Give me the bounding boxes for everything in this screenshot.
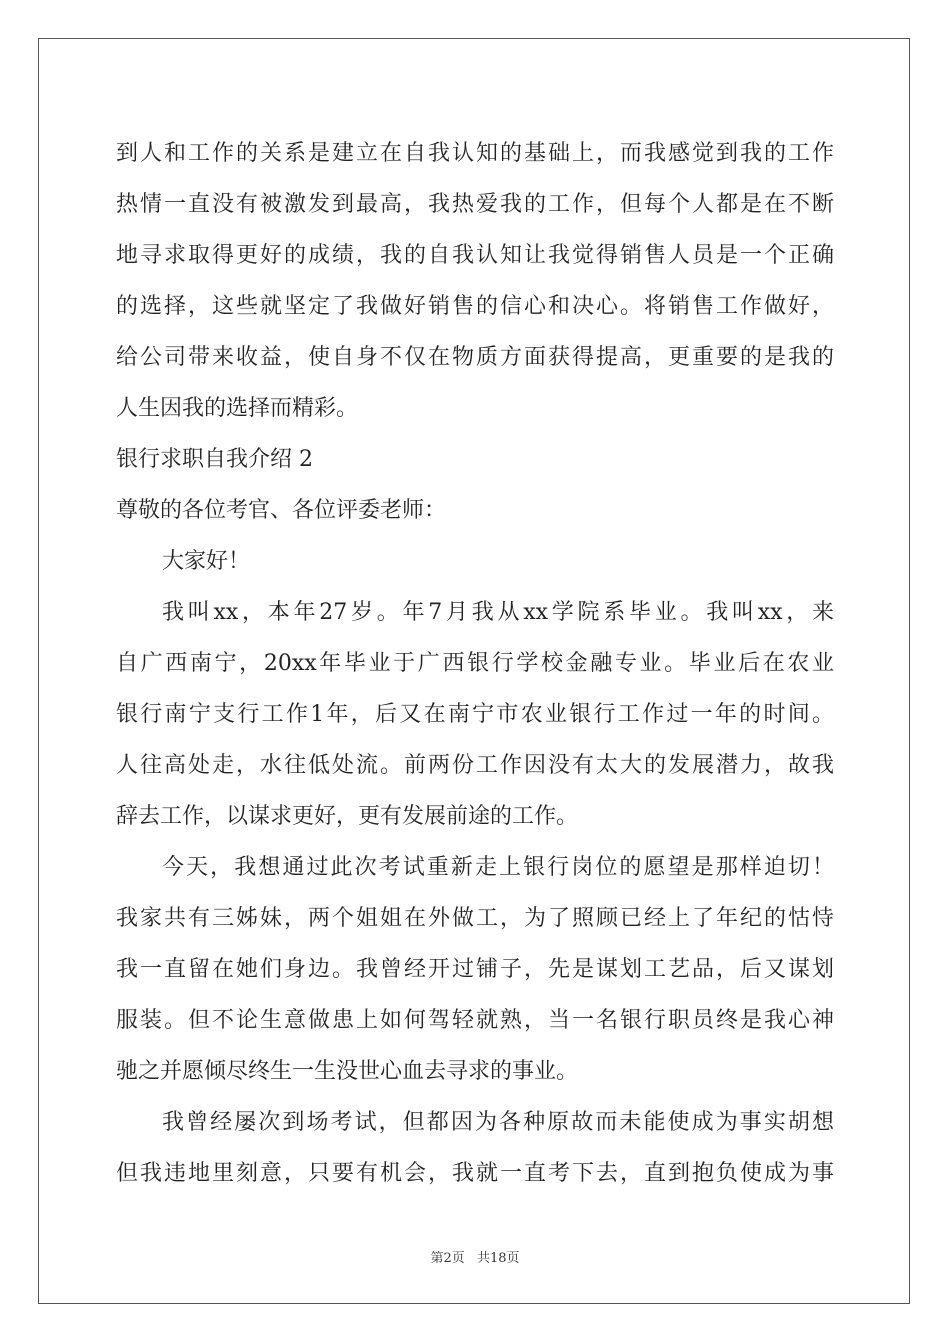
text-line: 辞去工作，以谋求更好，更有发展前途的工作。 [116,804,579,829]
text-line: 我一直留在她们身边。我曾经开过铺子，先是谋划工艺品，后又谋划 [116,957,834,982]
text-line: 人往高处走，水往低处流。前两份工作因没有太大的发展潜力，故我 [116,753,834,778]
text-line: 的选择，这些就坚定了我做好销售的信心和决心。将销售工作做好， [116,294,834,319]
text-line: 我曾经屡次到场考试，但都因为各种原故而未能使成为事实胡想 [162,1110,834,1135]
text-line: 热情一直没有被激发到最高，我热爱我的工作，但每个人都是在不断 [116,192,834,217]
page-total: 共18页 [476,1251,520,1266]
text-line: 我家共有三姊妹，两个姐姐在外做工，为了照顾已经上了年纪的怙恃 [116,906,834,931]
section-title: 银行求职自我介绍 2 [116,447,313,472]
page-number: 第2页 [430,1251,465,1266]
text-line: 我叫xx，本年27岁。年7月我从xx学院系毕业。我叫xx，来 [162,600,834,625]
greeting: 大家好！ [162,549,251,574]
text-line: 今天，我想通过此次考试重新走上银行岗位的愿望是那样迫切！ [162,855,834,880]
text-line: 人生因我的选择而精彩。 [116,396,359,421]
document-body [116,128,834,1199]
text-line: 给公司带来收益，使自身不仅在物质方面获得提高，更重要的是我的 [116,345,834,370]
text-line: 地寻求取得更好的成绩，我的自我认知让我觉得销售人员是一个正确 [116,243,834,268]
page-footer [0,1247,950,1266]
text-line: 银行南宁支行工作1年，后又在南宁市农业银行工作过一年的时间。 [116,702,834,727]
text-line: 服装。但不论生意做患上如何驾轻就熟，当一名银行职员终是我心神 [116,1008,834,1033]
text-line: 驰之并愿倾尽终生一生没世心血去寻求的事业。 [116,1059,579,1084]
salutation: 尊敬的各位考官、各位评委老师： [116,498,447,523]
text-line: 自广西南宁，20xx年毕业于广西银行学校金融专业。毕业后在农业 [116,651,834,676]
text-line: 但我违地里刻意，只要有机会，我就一直考下去，直到抱负使成为事 [116,1161,834,1186]
text-line: 到人和工作的关系是建立在自我认知的基础上，而我感觉到我的工作 [116,141,834,166]
